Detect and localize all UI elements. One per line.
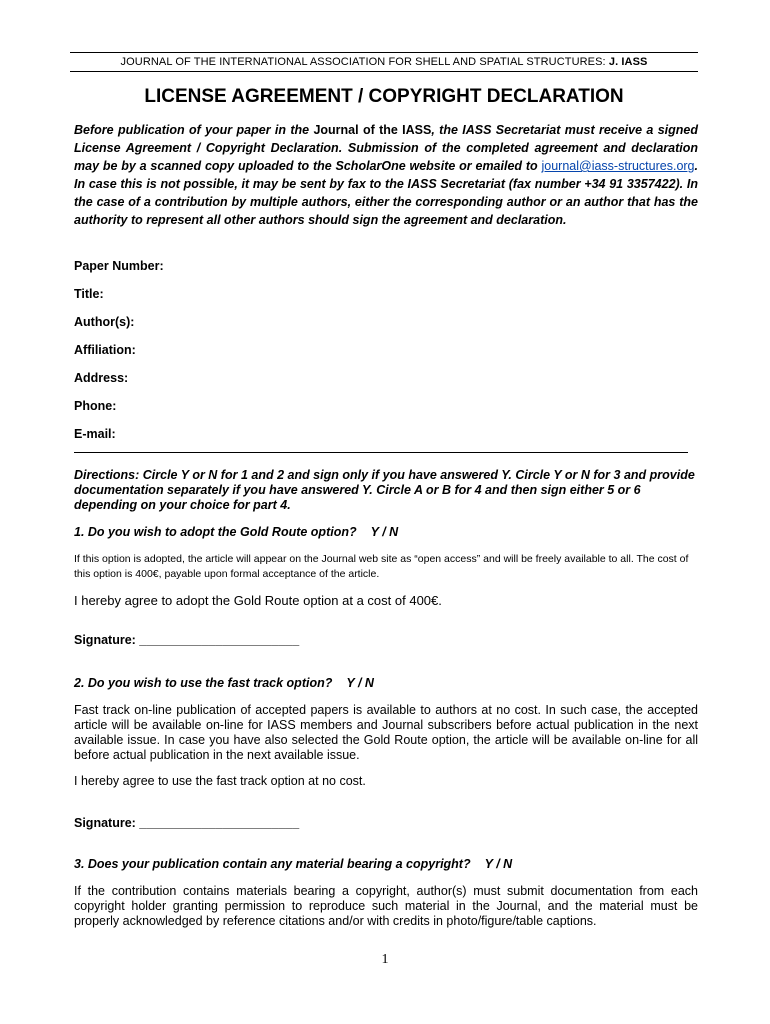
gold-route-note: If this option is adopted, the article will appear on the Journal web site as “open access” and will be freely available to all. The cost of this option is 400€, payable upon formal acceptance of the article. xyxy=(74,553,689,580)
gold-route-agree: I hereby agree to adopt the Gold Route option at a cost of 400€. xyxy=(74,593,442,608)
question-1-text: 1. Do you wish to adopt the Gold Route option? xyxy=(74,525,357,539)
journal-abbrev: J. IASS xyxy=(608,56,648,68)
section-divider xyxy=(74,452,688,453)
fast-track-paragraph: Fast track on-line publication of accepted papers is available to authors at no cost. In such case, the accepted article will be available on-line for IASS members and Journal subscribers before actual publication in the next available issue. In case you have also selected the Gold Route option, the article will be available on-line for all before actual publication in the next available issue. xyxy=(74,703,698,762)
question-2-text: 2. Do you wish to use the fast track option? xyxy=(74,676,333,690)
field-affiliation: Affiliation: xyxy=(74,343,136,357)
page-number: 1 xyxy=(381,952,389,967)
document-title: LICENSE AGREEMENT / COPYRIGHT DECLARATION xyxy=(144,86,624,107)
signature-2: Signature: _______________________ xyxy=(74,816,300,830)
intro-part3: . In case this is not possible, it may be sent by fax to the IASS Secretariat (fax number +34 91 3357422). In the case of a contribution by multiple authors, either the corresponding author or an author that has the authority to represent all other authors should sign the agreement and declaration. xyxy=(74,159,698,227)
question-2-yn: Y / N xyxy=(346,676,374,690)
email-link[interactable]: journal@iass-structures.org xyxy=(541,159,695,173)
signature-1: Signature: _______________________ xyxy=(74,633,300,647)
question-3-yn: Y / N xyxy=(484,857,513,871)
intro-journal-name: Journal of the IASS xyxy=(313,123,432,137)
question-2 xyxy=(74,676,374,690)
header-bottom-rule xyxy=(70,71,698,72)
question-3 xyxy=(74,857,512,871)
header-top-rule xyxy=(70,52,698,53)
journal-header xyxy=(70,56,698,68)
field-paper-number: Paper Number: xyxy=(74,259,164,273)
question-1-yn: Y / N xyxy=(370,525,399,539)
fast-track-agree: I hereby agree to use the fast track option at no cost. xyxy=(74,774,366,788)
copyright-paragraph: If the contribution contains materials bearing a copyright, author(s) must submit documentation from each copyright holder granting permission to reproduce such material in the Journal, and the material must be properly acknowledged by reference citations and/or with credits in photo/figure/table captions. xyxy=(74,884,698,928)
directions-text: Directions: Circle Y or N for 1 and 2 and sign only if you have answered Y. Circle Y or N for 3 and provide documentation separately if you have answered Y. Circle A or B for 4 and then sign either 5 or 6 depending on your choice for part 4. xyxy=(74,468,695,512)
question-3-text: 3. Does your publication contain any material bearing a copyright? xyxy=(74,857,471,871)
field-email: E-mail: xyxy=(74,427,116,441)
intro-paragraph xyxy=(74,121,698,229)
question-1 xyxy=(74,525,398,539)
intro-part1: Before publication of your paper in the xyxy=(74,123,314,137)
field-title: Title: xyxy=(74,287,104,301)
intro-part2: , the IASS Secretariat must receive a signed License Agreement / Copyright Declaration. Submission of the completed agreement and declaration may be by a scanned copy uploaded to the ScholarOne website or emailed to xyxy=(74,123,698,173)
field-authors: Author(s): xyxy=(74,315,135,329)
journal-header-text: JOURNAL OF THE INTERNATIONAL ASSOCIATION FOR SHELL AND SPATIAL STRUCTURES: xyxy=(120,56,609,68)
field-address: Address: xyxy=(74,371,129,385)
field-phone: Phone: xyxy=(74,399,117,413)
